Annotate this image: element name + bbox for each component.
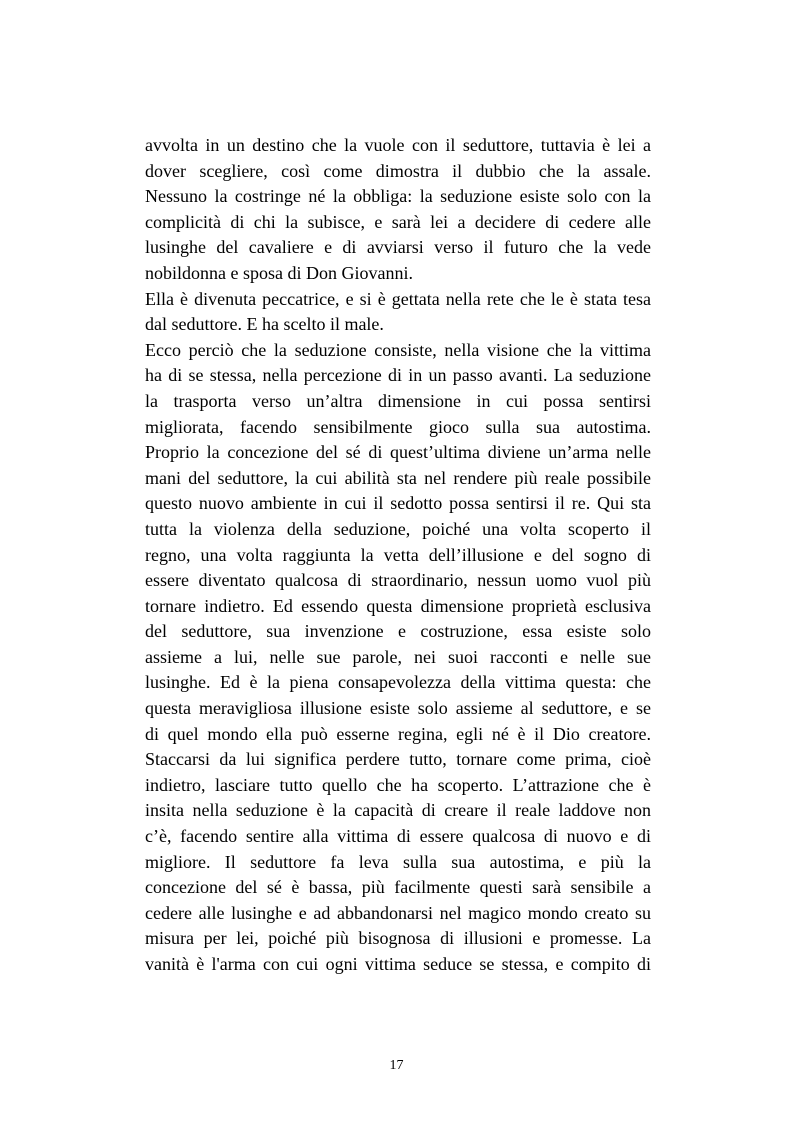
paragraph-3: [145, 338, 651, 978]
text-line: assieme a lui, nelle sue parole, nei suoi racconti e nelle sue: [145, 646, 651, 667]
text-line: lusinghe del cavaliere e di avviarsi verso il futuro che la vede: [145, 237, 651, 258]
text-line: Proprio la concezione del sé di quest’ultima diviene un’arma nelle: [145, 442, 651, 463]
text-line: indietro, lasciare tutto quello che ha scoperto. L’attrazione che è: [145, 774, 651, 795]
text-line: dover scegliere, così come dimostra il dubbio che la assale.: [145, 160, 651, 181]
paragraph-2: [145, 287, 651, 338]
text-line: questa meravigliosa illusione esiste solo assieme al seduttore, e se: [145, 698, 651, 719]
text-line: Ella è divenuta peccatrice, e si è gettata nella rete che le è stata tesa: [145, 288, 651, 309]
text-line: c’è, facendo sentire alla vittima di essere qualcosa di nuovo e di: [145, 826, 651, 847]
text-line: insita nella seduzione è la capacità di creare il reale laddove non: [145, 800, 651, 821]
text-line: tornare indietro. Ed essendo questa dimensione proprietà esclusiva: [145, 595, 651, 616]
text-line: questo nuovo ambiente in cui il sedotto possa sentirsi il re. Qui sta: [145, 493, 651, 514]
text-line: dal seduttore. E ha scelto il male.: [145, 314, 384, 335]
text-line: ha di se stessa, nella percezione di in un passo avanti. La seduzione: [145, 365, 651, 386]
paragraph-1: [145, 133, 651, 287]
text-line: Staccarsi da lui significa perdere tutto, tornare come prima, cioè: [145, 749, 651, 770]
text-line: mani del seduttore, la cui abilità sta nel rendere più reale possibile: [145, 467, 651, 488]
text-line: concezione del sé è bassa, più facilmente questi sarà sensibile a: [145, 877, 651, 898]
page-body: [145, 133, 651, 978]
text-line: migliorata, facendo sensibilmente gioco sulla sua autostima.: [145, 416, 651, 437]
text-line: del seduttore, sua invenzione e costruzione, essa esiste solo: [145, 621, 651, 642]
text-line: cedere alle lusinghe e ad abbandonarsi nel magico mondo creato su: [145, 902, 651, 923]
text-line: regno, una volta raggiunta la vetta dell’illusione e del sogno di: [145, 544, 651, 565]
text-line: nobildonna e sposa di Don Giovanni.: [145, 262, 413, 283]
text-line: vanità è l'arma con cui ogni vittima seduce se stessa, e compito di: [145, 954, 651, 974]
text-line: tutta la violenza della seduzione, poiché una volta scoperto il: [145, 518, 651, 539]
page-number: 17: [389, 1058, 404, 1073]
text-line: Ecco perciò che la seduzione consiste, nella visione che la vittima: [145, 339, 651, 360]
text-line: Nessuno la costringe né la obbliga: la seduzione esiste solo con la: [145, 186, 651, 207]
text-line: migliore. Il seduttore fa leva sulla sua autostima, e più la: [145, 851, 651, 872]
text-line: misura per lei, poiché più bisognosa di illusioni e promesse. La: [145, 928, 651, 949]
text-line: la trasporta verso un’altra dimensione in cui possa sentirsi: [145, 390, 651, 411]
text-line: complicità di chi la subisce, e sarà lei a decidere di cedere alle: [145, 211, 651, 232]
text-line: essere diventato qualcosa di straordinario, nessun uomo vuol più: [145, 570, 651, 591]
text-line: lusinghe. Ed è la piena consapevolezza della vittima questa: che: [145, 672, 651, 693]
text-line: di quel mondo ella può esserne regina, egli né è il Dio creatore.: [145, 723, 651, 744]
text-line: avvolta in un destino che la vuole con il seduttore, tuttavia è lei a: [145, 135, 651, 155]
